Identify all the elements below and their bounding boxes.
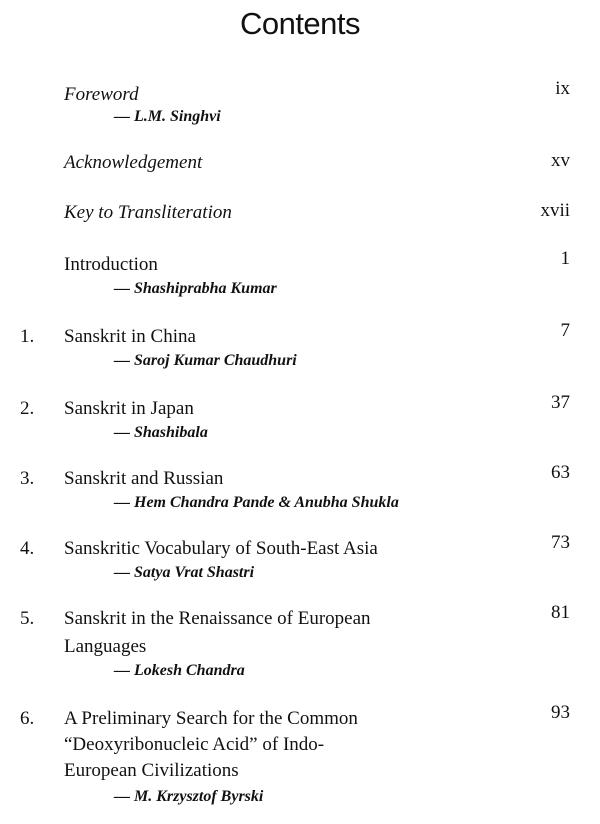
entry-page: 93 [551, 702, 570, 723]
entry-number: 5. [20, 608, 35, 629]
entry-title-line-2: “Deoxyribonucleic Acid” of Indo- [64, 734, 325, 755]
entry-title: Sanskrit and Russian [64, 468, 224, 489]
entry-title: Sanskrit in China [64, 326, 196, 347]
entry-title: Acknowledgement [64, 152, 203, 173]
entry-author: — M. Krzysztof Byrski [114, 788, 264, 805]
entry-title-line-3: European Civilizations [64, 760, 239, 781]
entry-page: xv [551, 150, 570, 171]
page-title: Contents [239, 6, 361, 41]
entry-author: — Shashiprabha Kumar [114, 280, 277, 297]
entry-author: — Hem Chandra Pande & Anubha Shukla [114, 494, 399, 511]
entry-title: Introduction [64, 254, 158, 275]
entry-number: 1. [20, 326, 35, 347]
entry-page: 63 [551, 462, 570, 483]
entry-number: 2. [20, 398, 35, 419]
entry-number: 4. [20, 538, 35, 559]
entry-title: Key to Transliteration [64, 202, 232, 223]
entry-title: Sanskrit in the Renaissance of European [64, 608, 371, 629]
entry-author: — Satya Vrat Shastri [114, 564, 255, 581]
entry-title: A Preliminary Search for the Common [64, 708, 358, 729]
entry-author: — Saroj Kumar Chaudhuri [114, 352, 297, 369]
entry-page: 73 [551, 532, 570, 553]
entry-page: xvii [540, 200, 570, 221]
entry-author: — Lokesh Chandra [114, 662, 245, 679]
entry-title: Foreword [64, 84, 139, 105]
entry-number: 3. [20, 468, 35, 489]
entry-page: 7 [560, 320, 570, 341]
entry-title: Sanskrit in Japan [64, 398, 194, 419]
entry-page: 1 [560, 248, 570, 269]
entry-title-line-2: Languages [64, 636, 147, 657]
entry-page: 81 [551, 602, 570, 623]
entry-page: ix [555, 78, 570, 99]
entry-author: — Shashibala [114, 424, 208, 441]
entry-title: Sanskritic Vocabulary of South-East Asia [64, 538, 378, 559]
entry-page: 37 [551, 392, 570, 413]
entry-number: 6. [20, 708, 35, 729]
entry-author: — L.M. Singhvi [114, 108, 221, 125]
